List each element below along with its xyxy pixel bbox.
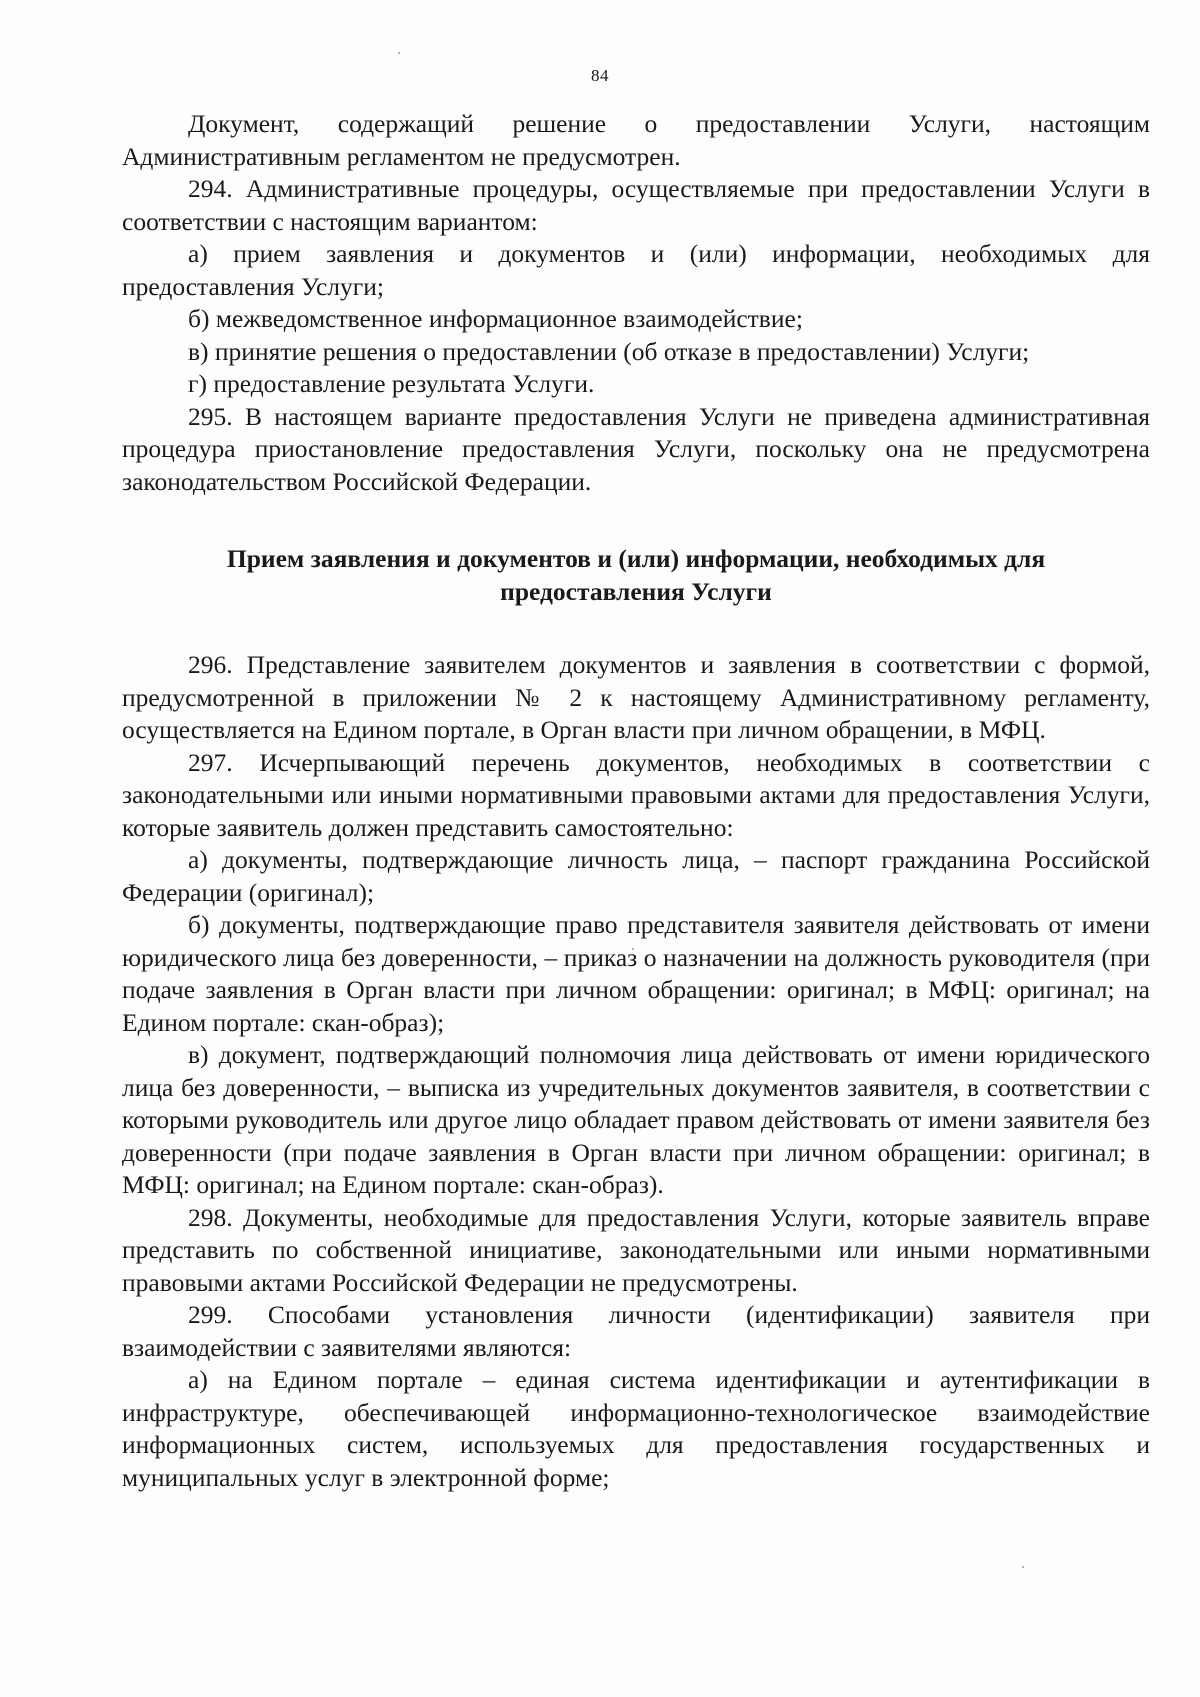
scan-speck — [398, 52, 400, 54]
scan-speck — [1022, 1566, 1024, 1568]
paragraph-294: 294. Административные процедуры, осуществляемые при предоставлении Услуги в соответствии с настоящим вариантом: — [122, 174, 1150, 236]
list-item-v: в) документ, подтверждающий полномочия лица действовать от имени юридического лица без доверенности, – выписка из учредительных документов заявителя, в соответствии с которыми руководитель или другое лицо обладает правом действовать от имени заявителя без доверенности (при подаче заявления в Орган власти при личном обращении: оригинал; в МФЦ: оригинал; на Едином портале: скан-образ). — [122, 1040, 1150, 1199]
section-heading: Прием заявления и документов и (или) информации, необходимых для предоставления Услуги — [226, 544, 1046, 606]
paragraph-intro: Документ, содержащий решение о предоставлении Услуги, настоящим Административным регламентом не предусмотрен. — [122, 109, 1150, 171]
paragraph-295: 295. В настоящем варианте предоставления Услуги не приведена административная процедура приостановление предоставления Услуги, поскольку она не предусмотрена законодательством Российской Федерации. — [122, 401, 1150, 496]
list-item-b: б) документы, подтверждающие право представителя заявителя действовать от имени юридического лица без доверенности, – приказ о назначении на должность руководителя (при подаче заявления в Орган власти при личном обращении: оригинал; в МФЦ: оригинал; на Едином портале: скан-образ); — [122, 910, 1150, 1037]
list-item-b: б) межведомственное информационное взаимодействие; — [188, 304, 803, 333]
paragraph-299: 299. Способами установления личности (идентификации) заявителя при взаимодействии с заявителями являются: — [122, 1300, 1150, 1362]
list-item-a: а) документы, подтверждающие личность лица, – паспорт гражданина Российской Федерации (оригинал); — [122, 845, 1150, 907]
list-item-v: в) принятие решения о предоставлении (об отказе в предоставлении) Услуги; — [188, 336, 1030, 366]
paragraph-298: 298. Документы, необходимые для предоставления Услуги, которые заявитель вправе представить по собственной инициативе, законодательными или иными нормативными правовыми актами Российской Федерации не предусмотрены. — [122, 1202, 1150, 1297]
page-number: 84 — [591, 66, 609, 85]
list-item-g: г) предоставление результата Услуги. — [188, 369, 595, 398]
list-item-a: а) на Едином портале – единая система идентификации и аутентификации в инфраструктуре, обеспечивающей информационно-технологическое взаимодействие информационных систем, используемых для предоставления государственных и муниципальных услуг в электронной форме; — [122, 1365, 1150, 1492]
paragraph-297: 297. Исчерпывающий перечень документов, необходимых в соответствии с законодательными или иными нормативными правовыми актами для предоставления Услуги, которые заявитель должен представить самостоятельно: — [122, 747, 1150, 842]
paragraph-296: 296. Представление заявителем документов и заявления в соответствии с формой, предусмотренной в приложении № 2 к настоящему Административному регламенту, осуществляется на Едином портале, в Орган власти при личном обращении, в МФЦ. — [122, 650, 1150, 744]
list-item-a: а) прием заявления и документов и (или) информации, необходимых для предоставления Услуги; — [122, 239, 1150, 301]
document-body — [122, 108, 1150, 1494]
